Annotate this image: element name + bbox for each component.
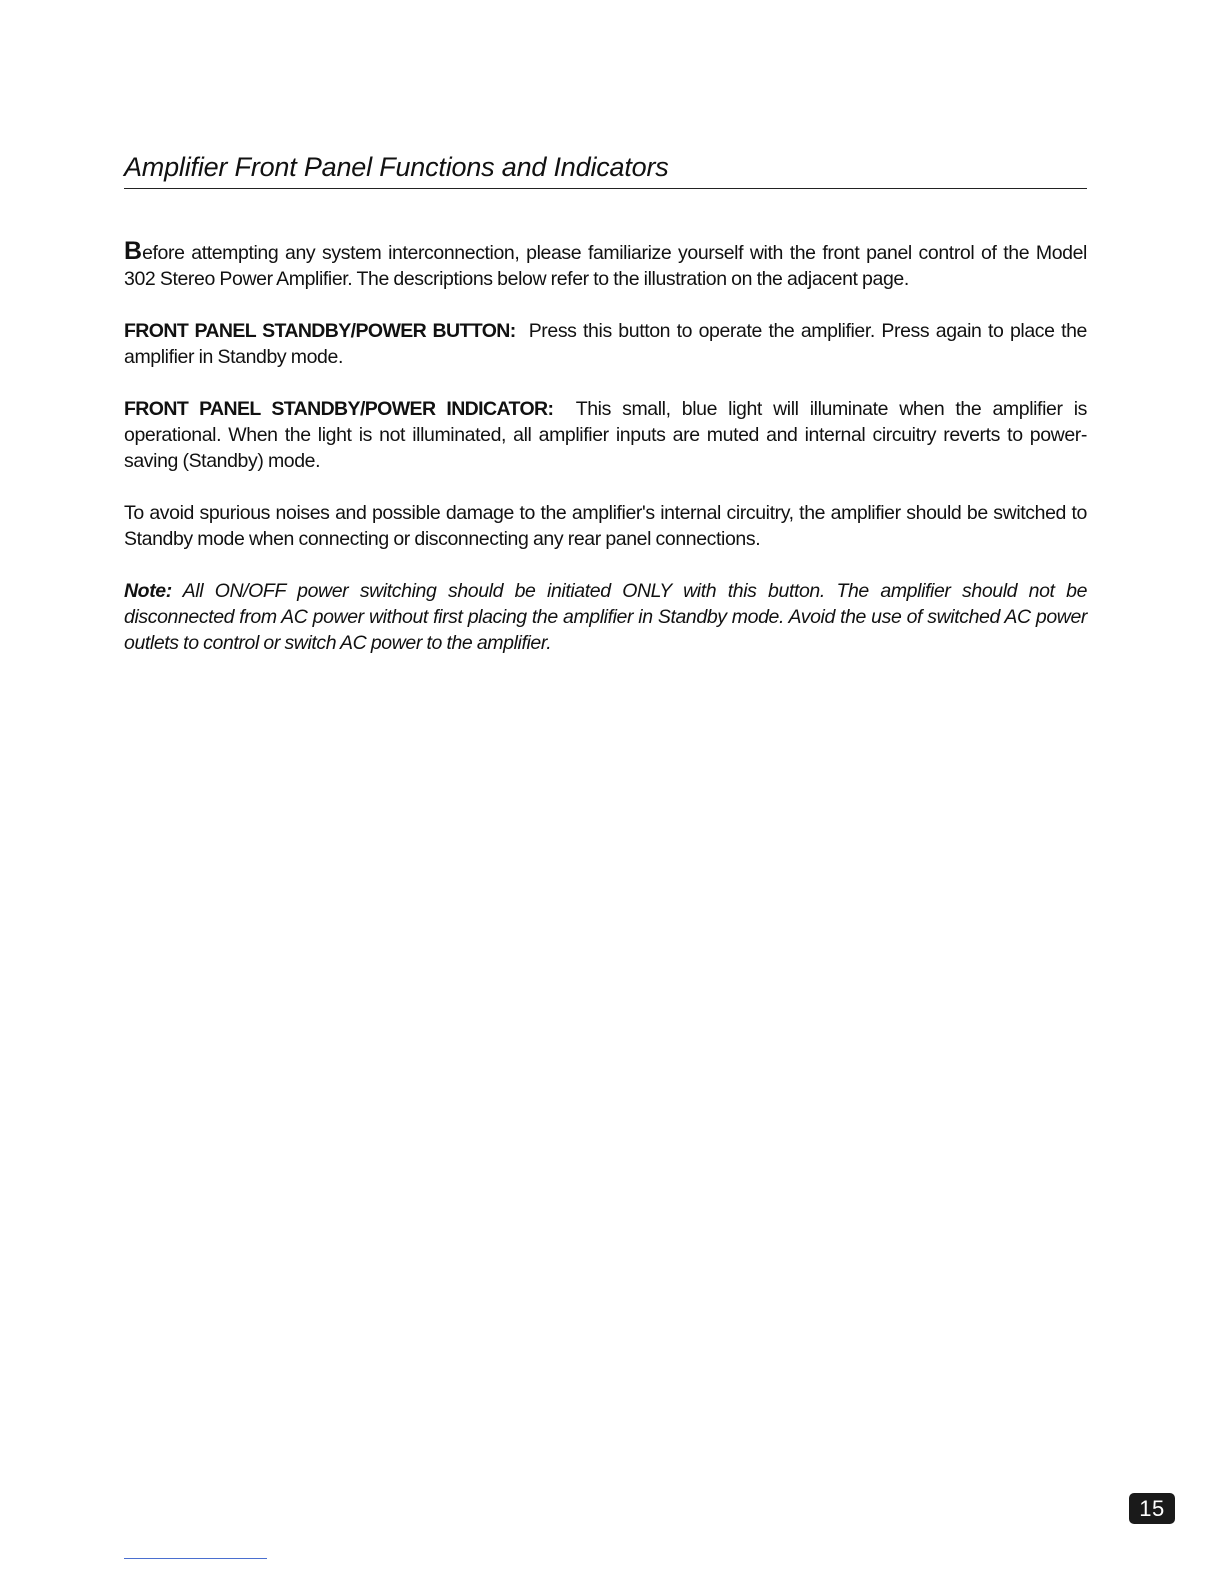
- intro-text: efore attempting any system interconnection, please familiarize yourself with the front panel control of the Model 302 Stereo Power Amplifier. The descriptions below refer to the illustration on the adjacent page.: [124, 242, 1087, 290]
- note-text: All ON/OFF power switching should be initiated ONLY with this button. The amplifier should not be disconnected from AC power without first placing the amplifier in Standby mode. Avoid the use of switched AC power outlets to control or switch AC power to the amplifier.: [124, 580, 1088, 654]
- standby-indicator-text: This small, blue light will illuminate when the amplifier is operational. When the light is not illuminated, all amplifier inputs are muted and internal circuitry reverts to power-saving (Standby) mode.: [124, 398, 1087, 472]
- caution-paragraph: To avoid spurious noises and possible damage to the amplifier's internal circuitry, the amplifier should be switched to Standby mode when connecting or disconnecting any rear panel connections.: [124, 502, 1087, 550]
- body-content: [124, 237, 1088, 682]
- page-title: Amplifier Front Panel Functions and Indicators: [124, 152, 669, 182]
- title-divider: [124, 188, 1087, 189]
- note-label: Note:: [124, 580, 172, 602]
- intro-paragraph: [124, 237, 1087, 292]
- footer-divider: [124, 1558, 267, 1559]
- standby-indicator-paragraph: [124, 396, 1087, 474]
- standby-button-text: Press this button to operate the amplifier. Press again to place the amplifier in Standby mode.: [124, 320, 1087, 368]
- standby-button-term: FRONT PANEL STANDBY/POWER BUTTON:: [124, 320, 516, 342]
- standby-indicator-term: FRONT PANEL STANDBY/POWER INDICATOR:: [124, 398, 554, 420]
- drop-cap: B: [124, 237, 143, 265]
- page-number-badge: 15: [1129, 1493, 1175, 1524]
- standby-button-paragraph: [124, 318, 1087, 370]
- note-paragraph: [124, 578, 1087, 656]
